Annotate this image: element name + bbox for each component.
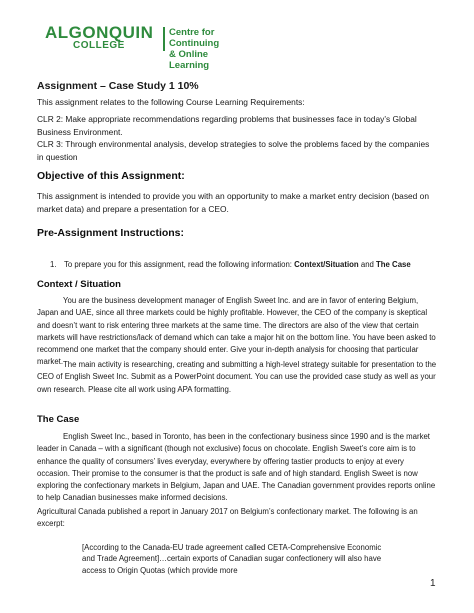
page-number: 1 [430, 578, 436, 589]
clr3-text: CLR 3: Through environmental analysis, develop strategies to solve the problems faced by the companies in question [37, 139, 430, 162]
logo-divider [163, 27, 165, 51]
logo-centre-line2: & Online Learning [169, 49, 210, 71]
relates-text: This assignment relates to the following Course Learning Requirements: [37, 97, 305, 107]
clr2-text: CLR 2: Make appropriate recommendations regarding problems that businesses face in today’s Global Business Environment. [37, 114, 417, 137]
assignment-title: Assignment – Case Study 1 10% [37, 80, 199, 92]
case-ref: The Case [376, 260, 411, 269]
and-text: and [358, 260, 377, 269]
excerpt-quote: [According to the Canada-EU trade agreement called CETA-Comprehensive Economic and Trade Agreement]…certain exports of Canadian sugar confectionery will also have access to Origin Quotas (which provide more [82, 543, 382, 575]
activity-text: The main activity is researching, creating and submitting a high-level strategy suitable for presentation to the CEO of English Sweet Inc. Submit as a PowerPoint document. You can use the provided case study as well as your own research. Please cite all work using APA formatting. [37, 360, 437, 394]
instruction-text: To prepare you for this assignment, read the following information: [64, 260, 295, 269]
case-heading: The Case [37, 414, 80, 425]
pre-assignment-heading: Pre-Assignment Instructions: [37, 227, 185, 239]
logo-centre-name [169, 27, 245, 71]
logo-subtitle: COLLEGE [73, 40, 125, 51]
logo-centre-line1: Centre for Continuing [169, 27, 220, 49]
list-number: 1. [50, 260, 57, 269]
logo-wordmark: ALGONQUIN [45, 23, 154, 42]
context-heading: Context / Situation [37, 279, 121, 290]
case-text: English Sweet Inc., based in Toronto, has been in the confectionary business since 1990 and is the market leader in Canada – with a significant (though not exclusive) focus on chocolate. English Sweet’s core aim is to enhance the quality of consumers’ lives everyday, everywhere by offering tastier products to enjoy at every occasion. Their promise to the consumer is that the product is safe and of high standard. English Sweet is now exploring the confectionary markets in Belgium, Japan and UAE. The Canadian government provides reports online to help Canadian businesses make informed decisions. [37, 432, 436, 503]
agriculture-text: Agricultural Canada published a report in January 2017 on Belgium’s confectionary market. The following is an excerpt: [37, 507, 418, 529]
objective-text: This assignment is intended to provide you with an opportunity to make a market entry decision (based on market data) and prepare a presentation for a CEO. [37, 191, 429, 214]
instruction-item-1 [50, 259, 450, 272]
objective-heading: Objective of this Assignment: [37, 170, 185, 182]
context-ref: Context/Situation [294, 260, 359, 269]
context-text: You are the business development manager of English Sweet Inc. and are in favor of entering Belgium, Japan and UAE, since all three markets could be highly profitable. However, the CEO of the company is skeptical and doesn’t want to risk entering three markets at the same time. The directors are also of the view that certain markets will have restrictions/lack of demand which can take a major hit on the bottom line. You have been asked to recommend one market that the company should enter. Give your in-depth analysis for choosing that particular market. [37, 296, 436, 367]
college-logo [45, 23, 245, 71]
